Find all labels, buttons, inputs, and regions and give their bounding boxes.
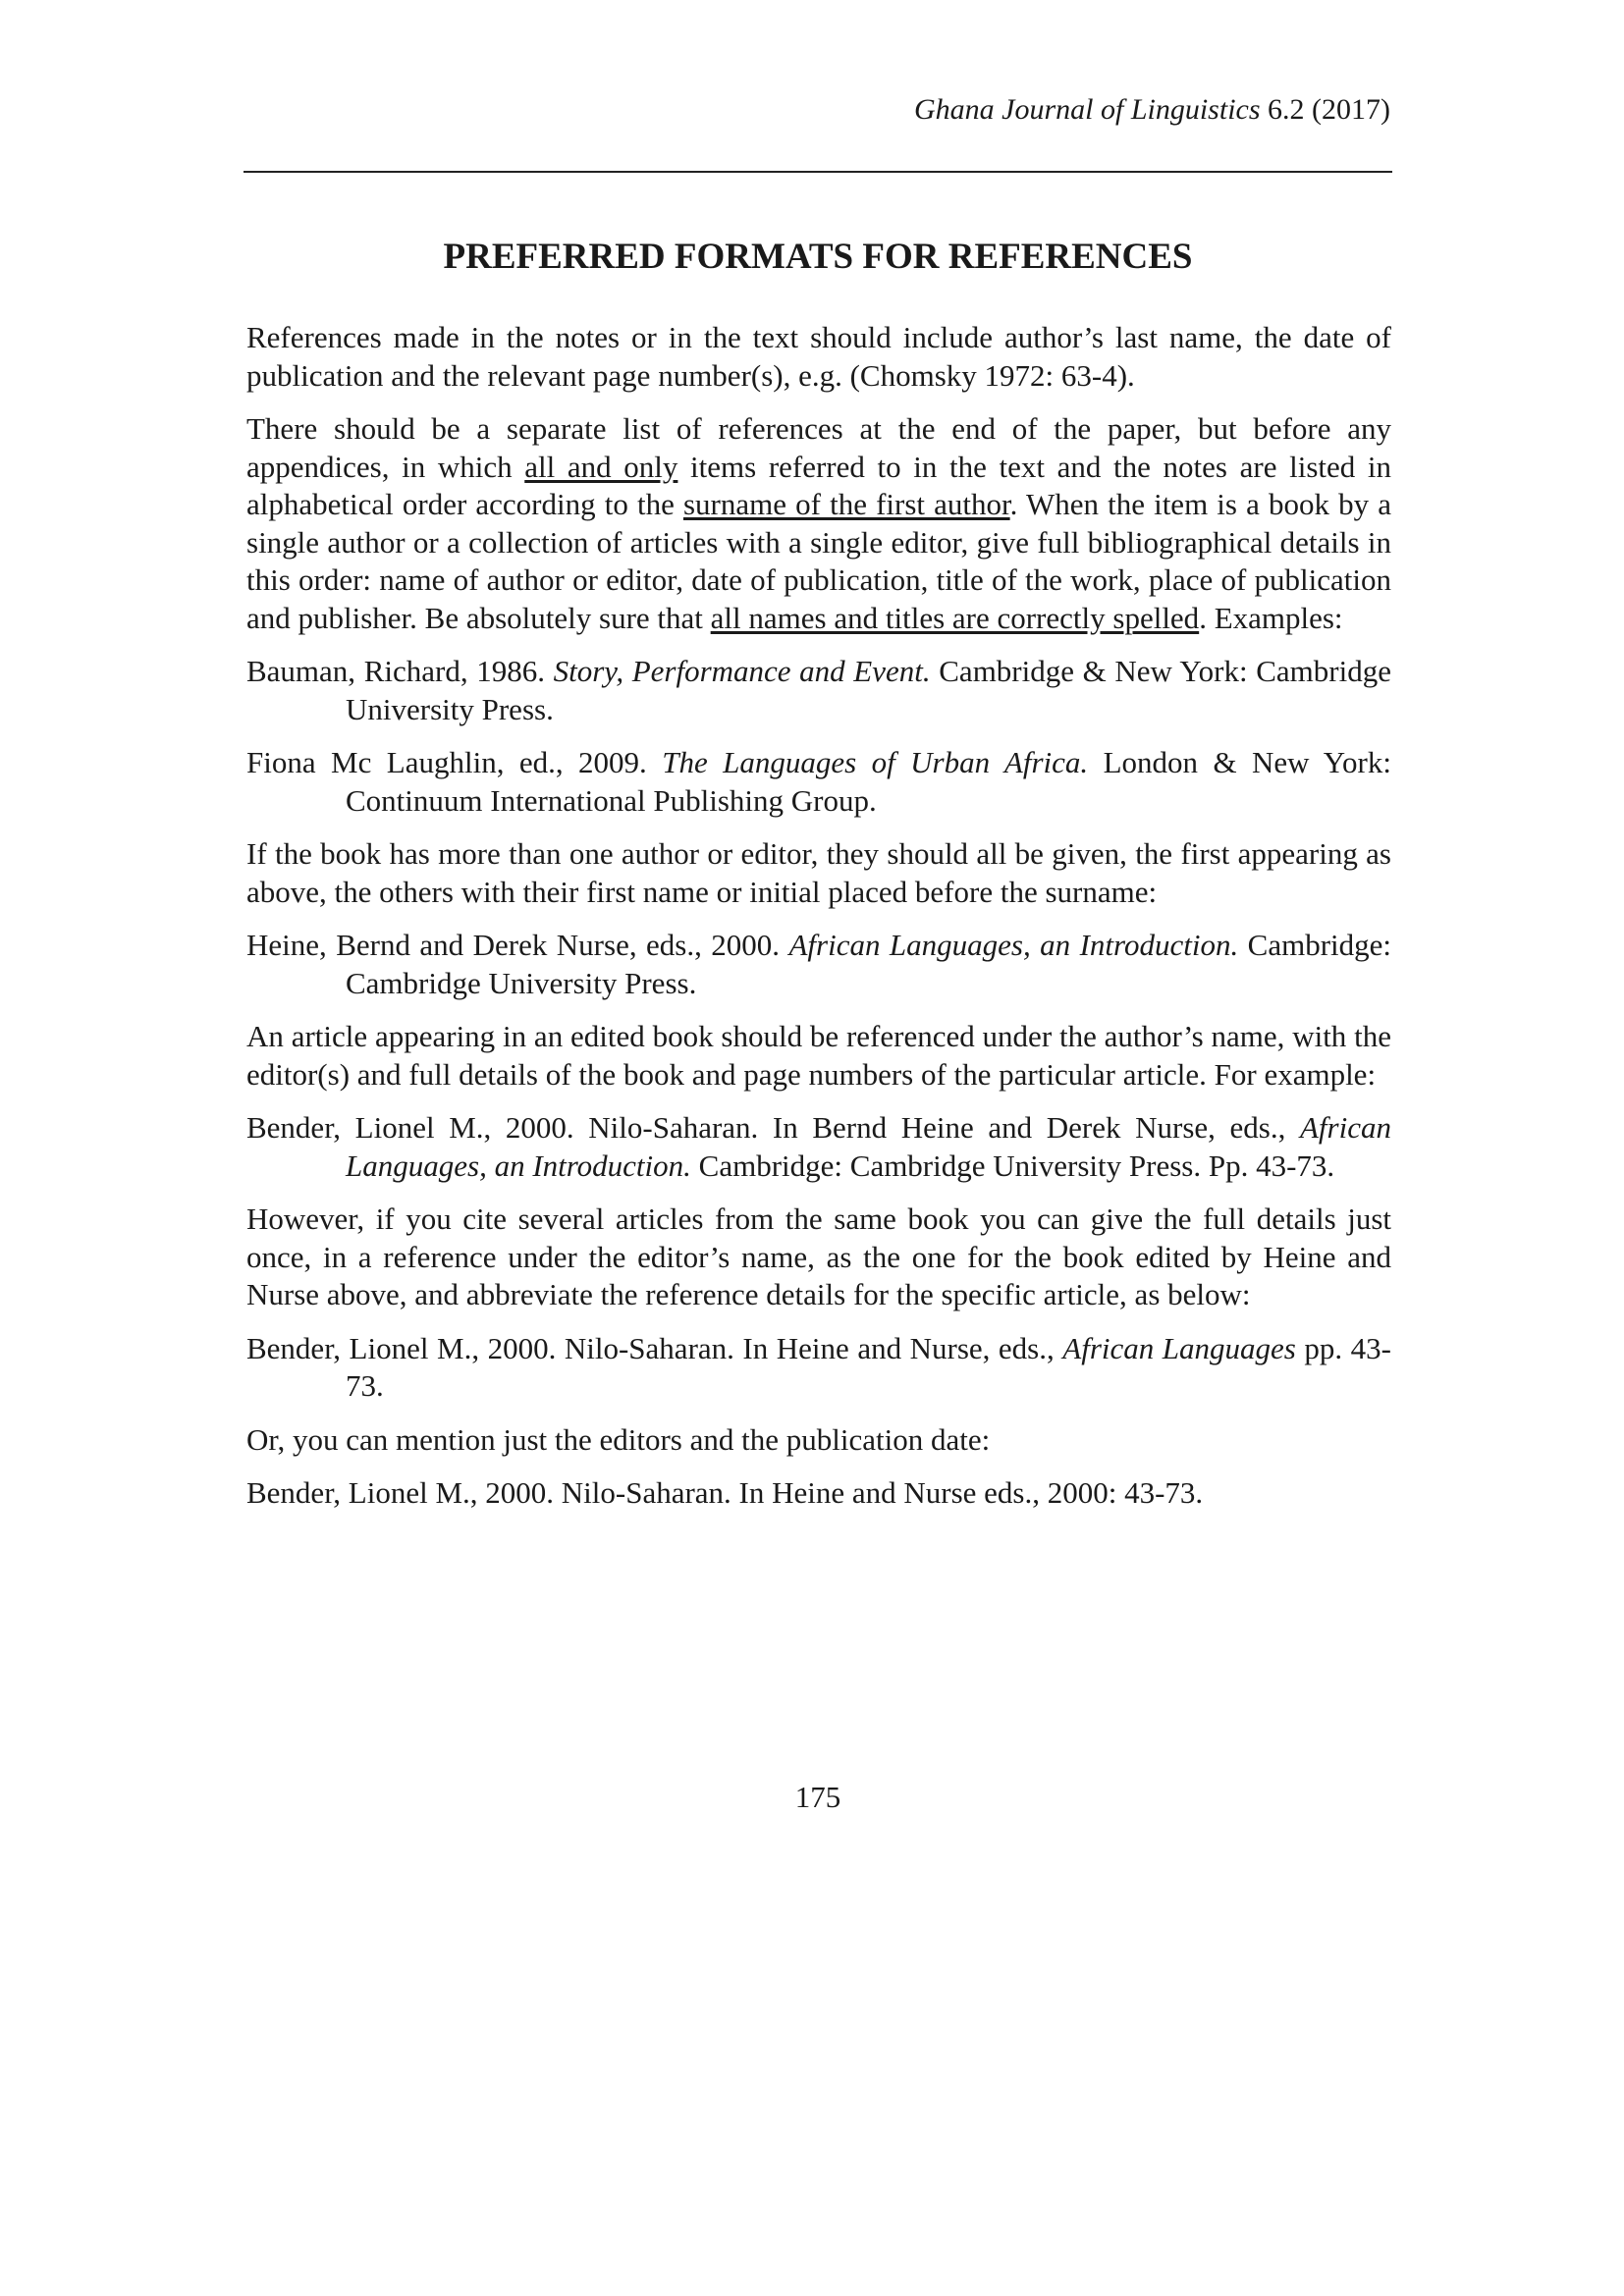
paragraph-edited-book: An article appearing in an edited book should be referenced under the author’s name, with the editor(s) and full details of the book and page numbers of the particular article. For example: (246, 1019, 1391, 1092)
reference-example-bender-minimal (246, 1474, 1391, 1513)
text-segment: There should be a separate list of references at the end of the paper, but before any appendices, in which (246, 411, 1391, 484)
paragraph-multiple-authors: If the book has more than one author or editor, they should all be given, the first appearing as above, the others with their first name or initial placed before the surname: (246, 836, 1391, 909)
paragraph-reference-list (246, 410, 1391, 637)
reference-example-heine (246, 927, 1391, 1002)
underlined-phrase: surname of the first author (682, 487, 1010, 521)
ref-pages: pp. 43-73. (346, 1330, 1391, 1403)
page-number: 175 (794, 1780, 841, 1814)
ref-publisher: Cambridge: Cambridge University Press. Pp. 43-73. (690, 1148, 1335, 1183)
ref-title: African Languages, an Introduction. (788, 928, 1239, 962)
ref-text: Bender, Lionel M., 2000. Nilo-Saharan. In Heine and Nurse eds., 2000: 43-73. (246, 1475, 1204, 1510)
ref-title: African Languages (1062, 1330, 1296, 1365)
ref-author: Bender, Lionel M., 2000. Nilo-Saharan. In Bernd Heine and Derek Nurse, eds., (246, 1110, 1300, 1145)
reference-example-bender-full (246, 1109, 1391, 1185)
paragraph-citations: References made in the notes or in the text should include author’s last name, the date of publication and the relevant page number(s), e.g. (Chomsky 1972: 63-4). (246, 320, 1391, 393)
ref-title: Story, Performance and Event. (553, 654, 931, 688)
ref-title: The Languages of Urban Africa. (662, 745, 1089, 779)
journal-issue: 6.2 (2017) (1268, 93, 1390, 126)
reference-example-bender-short (246, 1330, 1391, 1406)
text-segment: items referred to in the text and the notes are listed in alphabetical order according to the (246, 449, 1392, 521)
ref-author: Heine, Bernd and Derek Nurse, eds., 2000. (246, 928, 789, 962)
ref-author: Fiona Mc Laughlin, ed., 2009. (246, 745, 663, 779)
reference-example-bauman (246, 653, 1391, 728)
underlined-phrase: all names and titles are correctly spelled (710, 600, 1200, 635)
ref-title: African Languages, an Introduction. (346, 1110, 1391, 1183)
ref-publisher: Cambridge: Cambridge University Press. (346, 928, 1392, 1000)
text-segment: . Examples: (1199, 600, 1343, 635)
ref-publisher: London & New York: Continuum International Publishing Group. (346, 745, 1391, 818)
running-header (244, 92, 1390, 128)
paragraph-several-articles: However, if you cite several articles from the same book you can give the full details just once, in a reference under the editor’s name, as the one for the book edited by Heine and Nurse above, and abbreviate the reference details for the specific article, as below: (246, 1201, 1391, 1311)
ref-publisher: Cambridge & New York: Cambridge University Press. (346, 654, 1391, 726)
header-rule (244, 171, 1392, 173)
journal-name: Ghana Journal of Linguistics (914, 93, 1261, 126)
main-text (246, 319, 1391, 1528)
ref-author: Bauman, Richard, 1986. (246, 654, 554, 688)
paragraph-editors-date: Or, you can mention just the editors and the publication date: (246, 1421, 991, 1457)
underlined-phrase: all and only (524, 449, 678, 484)
page-title: PREFERRED FORMATS FOR REFERENCES (443, 237, 1193, 277)
ref-author: Bender, Lionel M., 2000. Nilo-Saharan. In Heine and Nurse, eds., (246, 1330, 1063, 1365)
reference-example-mclaughlin (246, 744, 1391, 820)
text-segment: . When the item is a book by a single author or a collection of articles with a single editor, give full bibliographical details in this order: name of author or editor, date of publication, title of the work, place of publication and publisher. Be absolutely sure that (246, 487, 1391, 635)
